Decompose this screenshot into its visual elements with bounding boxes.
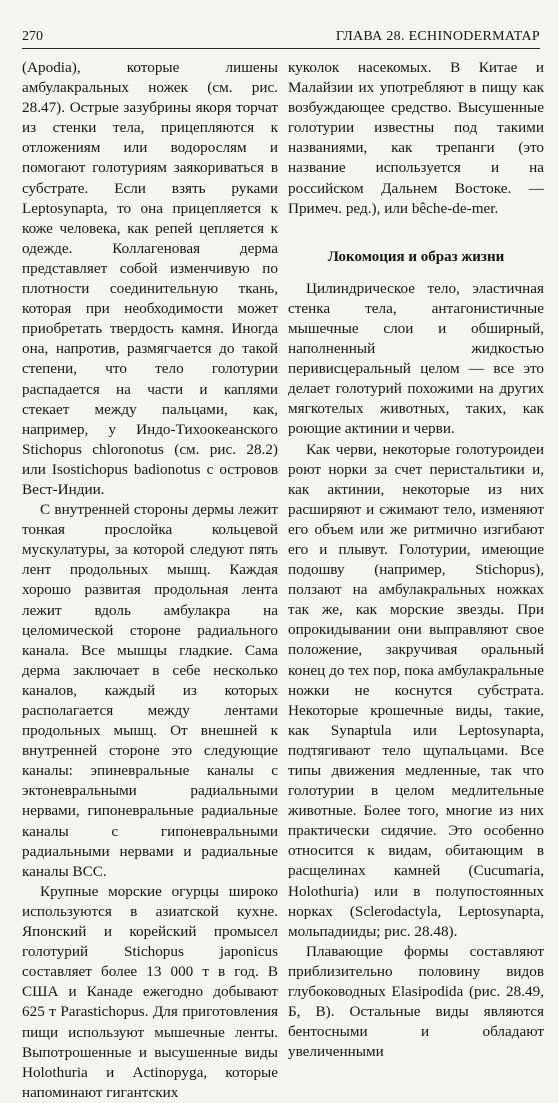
right-column bbox=[288, 58, 544, 1062]
paragraph: Как черви, некоторые голотуроидеи роют норки за счет перистальтики и, как актинии, некоторые из них расширяют и сжимают тело, изменяют его объем или же ритмично изгибают его и плывут. Голотурии, имеющие подошву (например, Stichopus), ползают на амбулакральных ножках так же, как морские звезды. При опрокидывании они выправляют свое положение, закручивая оральный конец до тех пор, пока амбулакральные ножки не коснутся субстрата. Некоторые крошечные виды, такие, как Synaptula или Leptosynapta, подтягивают тело щупальцами. Все типы движения медленные, так что голотурии в целом медлительные животные. Более того, многие из них практически сидячие. Это особенно относится к видам, обитающим в расщелинах камней (Cucumaria, Holothuria) или в полупостоянных норках (Sclerodactyla, Leptosynapta, мольпадииды; рис. 28.48). bbox=[288, 440, 544, 940]
running-header bbox=[22, 26, 540, 49]
paragraph: Плавающие формы составляют приблизительно половину видов глубоководных Elasipodida (рис. 28.49, Б, В). Остальные виды являются бентосными и обладают увеличенными bbox=[288, 942, 544, 1061]
paragraph: куколок насекомых. В Китае и Малайзии их употребляют в пищу как возбуждающее средство. Высушенные голотурии известны под такими названиями, как трепанги (это название используется и на российском Дальнем Востоке. — Примеч. ред.), или bêche-de-mer. bbox=[288, 59, 544, 217]
paragraph: Цилиндрическое тело, эластичная стенка тела, антагонистичные мышечные слои и обширный, наполненный жидкостью перивисцеральный целом — все это делает голотурий похожими на других мягкотелых животных, таких, как роющие актинии и черви. bbox=[288, 279, 544, 438]
paragraph: (Apodia), которые лишены амбулакральных ножек (см. рис. 28.47). Острые зазубрины якоря торчат из стенки тела, прицепляются к отложениям или водорослям и помогают голотуриям заякориваться в субстрате. Если взять руками Leptosynapta, то она прицепляется к коже человека, как репей цепляется к одежде. Коллагеновая дерма представляет собой изменчивую по плотности соединительную ткань, которая при необходимости может приобретать твердость камня. Иногда она, напротив, размягчается до такой степени, что тело голотурии распадается на части и каплями стекает между пальцами, как, например, у Индо-Тихоокеанского Stichopus chloronotus (см. рис. 28.2) или Isostichopus badionotus с островов Вест-Индии. bbox=[22, 59, 278, 498]
chapter-title: ГЛАВА 28. ECHINODERMATAP bbox=[335, 29, 540, 44]
paragraph: С внутренней стороны дермы лежит тонкая прослойка кольцевой мускулатуры, за которой следуют пять лент продольных мышц. Каждая хорошо развитая продольная лента лежит вдоль амбулакра на целомической стороне радиального канала. Все мышцы гладкие. Сама дерма заключает в себе несколько каналов, каждый из которых располагается между лентами продольных мышц. От внешней к внутренней стороне это следующие каналы: эпиневральные каналы с эктоневральными радиальными нервами, гипоневральные радиальные каналы с гипоневральными радиальными нервами и радиальные каналы ВСС. bbox=[22, 501, 278, 880]
paragraph: Крупные морские огурцы широко используются в азиатской кухне. Японский и корейский промысел голотурий Stichopus japonicus составляет более 13 000 т в год. В США и Канаде ежегодно добывают 625 т Parastichopus. Для приготовления пищи используют мышечные ленты. Выпотрошенные и высушенные виды Holothuria и Actinopyga, которые напоминают гигантских bbox=[22, 882, 278, 1101]
section-heading: Локомоция и образ жизни bbox=[327, 248, 505, 265]
page-number: 270 bbox=[22, 29, 43, 44]
left-column bbox=[22, 58, 278, 1103]
